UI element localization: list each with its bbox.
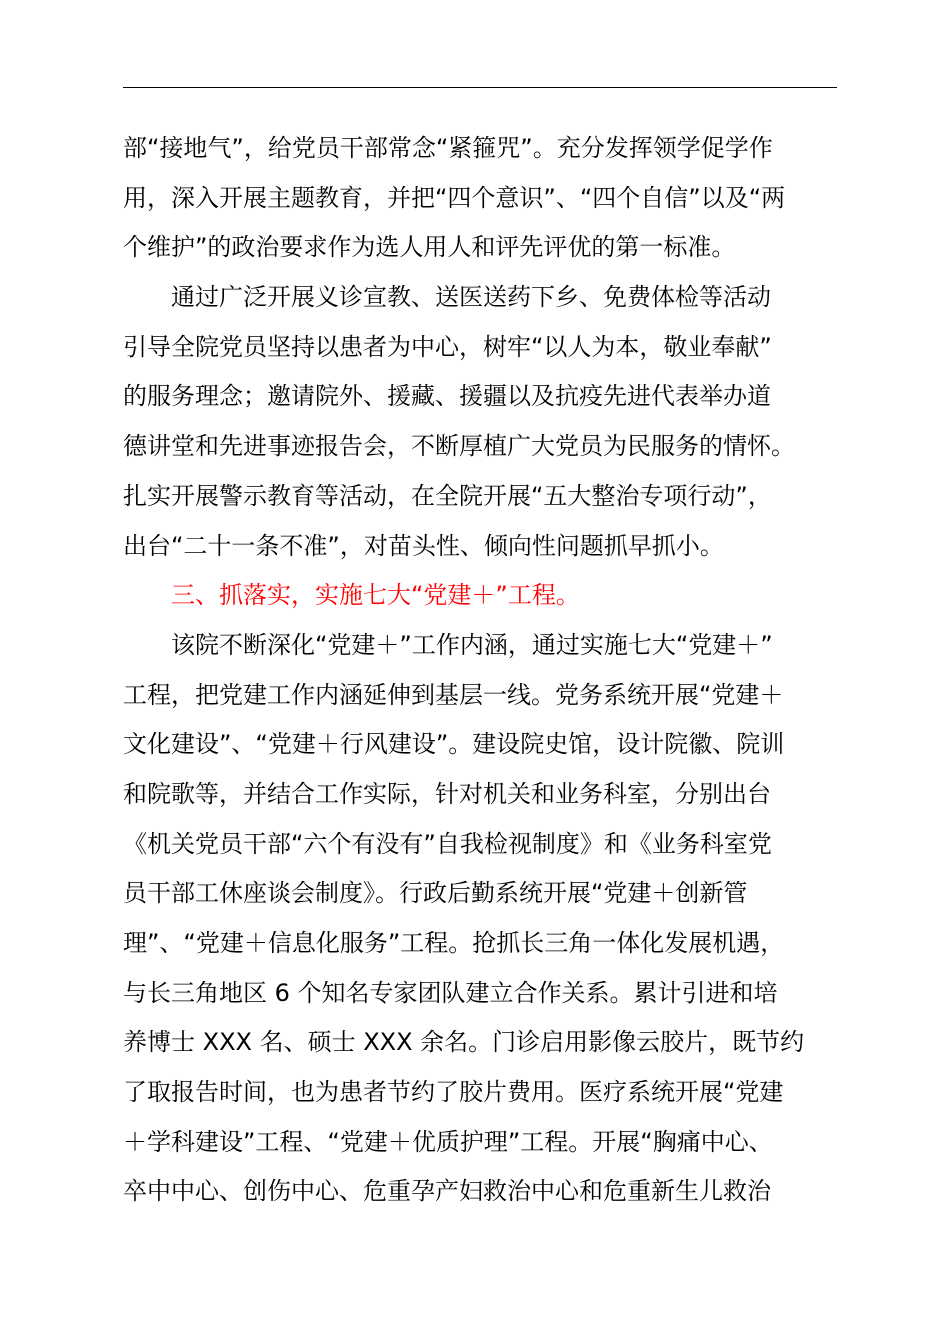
text-line: 卒中中心、创伤中心、危重孕产妇救治中心和危重新生儿救治	[123, 1177, 771, 1206]
text-line: 文化建设”、“党建＋行风建设”。建设院史馆，设计院徽、院训	[123, 730, 785, 759]
text-line: 引导全院党员坚持以患者为中心，树牢“以人为本，敬业奉献”	[123, 332, 772, 361]
text-line: 的服务理念；邀请院外、援藏、援疆以及抗疫先进代表举办道	[123, 382, 771, 411]
text-line: 与长三角地区 6 个知名专家团队建立合作关系。累计引进和培	[123, 978, 778, 1007]
text-line: 用，深入开展主题教育，并把“四个意识”、“四个自信”以及“两	[123, 183, 786, 212]
section-heading: 三、抓落实，实施七大“党建＋”工程。	[171, 581, 580, 610]
header-rule	[123, 87, 837, 88]
text-line: 部“接地气”，给党员干部常念“紧箍咒”。充分发挥领学促学作	[123, 134, 773, 162]
text-line: 员干部工休座谈会制度》。行政后勤系统开展“党建＋创新管	[123, 879, 748, 908]
paragraph-start-line: 通过广泛开展义诊宣教、送医送药下乡、免费体检等活动	[171, 283, 771, 312]
text-line: 个维护”的政治要求作为选人用人和评先评优的第一标准。	[123, 233, 736, 262]
text-line: ＋学科建设”工程、“党建＋优质护理”工程。开展“胸痛中心、	[123, 1127, 773, 1156]
text-line: 和院歌等，并结合工作实际，针对机关和业务科室，分别出台	[123, 779, 771, 808]
text-line: 出台“二十一条不准”，对苗头性、倾向性问题抓早抓小。	[123, 531, 724, 560]
text-line: 理”、“党建＋信息化服务”工程。抢抓长三角一体化发展机遇，	[123, 929, 785, 957]
text-line: 了取报告时间，也为患者节约了胶片费用。医疗系统开展“党建	[123, 1078, 784, 1107]
text-line: 养博士 XXX 名、硕士 XXX 余名。门诊启用影像云胶片，既节约	[123, 1028, 805, 1057]
text-line: 扎实开展警示教育等活动，在全院开展“五大整治专项行动”，	[123, 481, 772, 510]
text-line: 工程，把党建工作内涵延伸到基层一线。党务系统开展“党建＋	[123, 680, 784, 709]
text-line: 德讲堂和先进事迹报告会，不断厚植广大党员为民服务的情怀。	[123, 432, 795, 461]
body-text	[123, 124, 839, 1217]
paragraph-start-line: 该院不断深化“党建＋”工作内涵，通过实施七大“党建＋”	[171, 630, 773, 659]
text-line: 《机关党员干部“六个有没有”自我检视制度》和《业务科室党	[123, 829, 772, 858]
